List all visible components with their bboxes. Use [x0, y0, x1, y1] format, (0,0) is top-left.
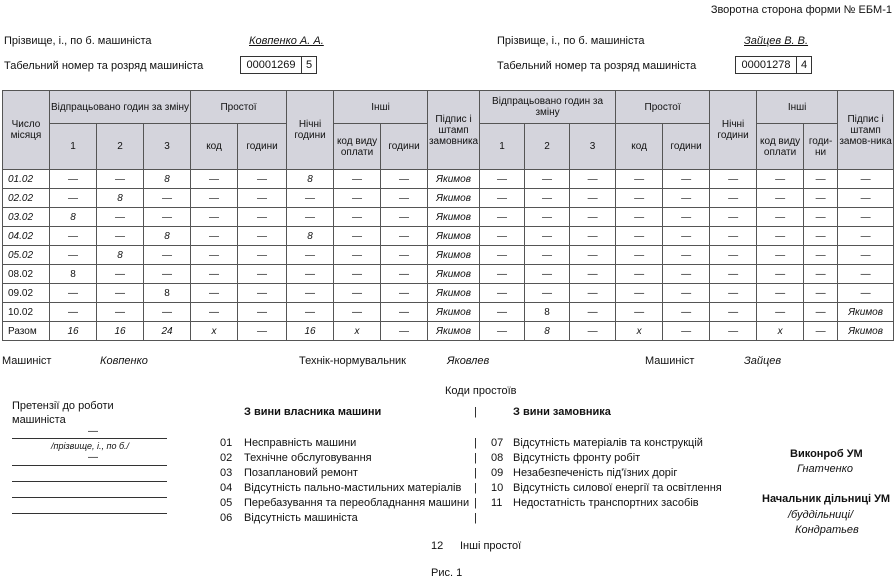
row-cell: — [710, 265, 757, 284]
row-cell: Якимов [428, 170, 480, 189]
row-cell: — [804, 189, 838, 208]
row-cell: — [381, 189, 428, 208]
row-date: 04.02 [3, 227, 50, 246]
row-cell: — [334, 227, 381, 246]
codes-title: Коди простоїв [445, 385, 517, 397]
row-cell: — [525, 170, 570, 189]
row-cell: — [616, 303, 663, 322]
figure-caption: Рис. 1 [431, 567, 463, 579]
customer-code-number: 11 [491, 497, 503, 509]
claims-line-4 [12, 497, 167, 498]
row-cell: — [710, 227, 757, 246]
row-cell: — [525, 208, 570, 227]
row-cell: х [191, 322, 238, 341]
row-cell: — [616, 227, 663, 246]
row-cell: — [50, 246, 97, 265]
customer-code-number: 08 [491, 452, 504, 464]
row-cell: — [238, 303, 287, 322]
owner-code-text: Позаплановий ремонт [244, 467, 358, 479]
row-cell: — [570, 170, 616, 189]
row-cell: — [838, 227, 894, 246]
row-cell: — [381, 246, 428, 265]
row-cell: — [710, 189, 757, 208]
row-cell: — [144, 208, 191, 227]
row-cell: — [804, 284, 838, 303]
header-other-hours: години [381, 124, 428, 170]
row-cell: Якимов [428, 189, 480, 208]
table-row [3, 170, 894, 189]
row-cell: — [757, 170, 804, 189]
header-shift-1-right: 1 [480, 124, 525, 170]
row-cell: — [238, 189, 287, 208]
row-cell: — [757, 189, 804, 208]
row-cell: — [838, 189, 894, 208]
chief-name: Кондратьев [795, 524, 859, 536]
row-cell: — [710, 208, 757, 227]
row-cell: — [287, 303, 334, 322]
claims-line-5 [12, 513, 167, 514]
row-cell: — [381, 284, 428, 303]
row-cell: — [570, 322, 616, 341]
row-cell: — [480, 189, 525, 208]
row-cell: — [334, 189, 381, 208]
row-date: Разом [3, 322, 50, 341]
left-grade: 5 [301, 56, 317, 74]
header-night: Нічні години [287, 91, 334, 170]
row-cell: — [757, 303, 804, 322]
row-cell: — [663, 189, 710, 208]
row-cell: — [480, 265, 525, 284]
row-cell: — [381, 227, 428, 246]
row-cell: — [191, 208, 238, 227]
claims-line-2 [12, 465, 167, 466]
row-cell: — [710, 284, 757, 303]
left-tab-number: 00001269 [240, 56, 302, 74]
chief-title: Начальник дільниці УМ [762, 493, 891, 505]
claims-dash-top: — [88, 426, 98, 437]
left-tab-label: Табельний номер та розряд машиніста [4, 60, 204, 72]
row-cell: — [570, 265, 616, 284]
header-worked: Відпрацьовано годин за зміну [50, 91, 191, 124]
chief-sub: /буддільниці/ [788, 509, 854, 521]
header-other-right: Інші [757, 91, 838, 124]
claims-line-1 [12, 438, 167, 439]
right-name-label: Прізвище, і., по б. машиніста [497, 35, 645, 47]
row-cell: — [97, 284, 144, 303]
header-pay-code-right: код виду оплати [757, 124, 804, 170]
row-cell: — [616, 246, 663, 265]
row-cell: Якимов [428, 265, 480, 284]
row-cell: — [710, 246, 757, 265]
header-shift-3: 3 [144, 124, 191, 170]
timesheet-body [3, 170, 894, 341]
row-cell: — [238, 227, 287, 246]
customer-code-text: Відсутність матеріалів та конструкцій [513, 437, 703, 449]
row-date: 02.02 [3, 189, 50, 208]
row-cell: — [480, 284, 525, 303]
row-cell: — [838, 170, 894, 189]
right-tab-number: 00001278 [735, 56, 797, 74]
header-other-hours-right: годи-ни [804, 124, 838, 170]
code-separator: | [474, 437, 477, 449]
row-cell: — [50, 170, 97, 189]
row-cell: — [804, 246, 838, 265]
row-cell: — [334, 246, 381, 265]
owner-code-number: 02 [220, 452, 233, 464]
row-cell: — [480, 322, 525, 341]
row-cell: — [838, 265, 894, 284]
row-cell: — [616, 208, 663, 227]
claims-line-3 [12, 481, 167, 482]
row-cell: — [287, 208, 334, 227]
header-signature: Підпис і штамп замовника [428, 91, 480, 170]
row-cell: — [144, 265, 191, 284]
row-cell: х [616, 322, 663, 341]
timesheet-table [2, 90, 894, 341]
row-cell: — [570, 227, 616, 246]
row-cell: — [50, 284, 97, 303]
header-signature-right: Підпис і штамп замов-ника [838, 91, 894, 170]
row-date: 03.02 [3, 208, 50, 227]
row-cell: — [287, 246, 334, 265]
row-cell: — [838, 208, 894, 227]
owner-code-number: 06 [220, 512, 233, 524]
row-cell: х [334, 322, 381, 341]
row-cell: — [50, 303, 97, 322]
row-cell: — [238, 246, 287, 265]
row-cell: — [50, 189, 97, 208]
machinist2-signature: Зайцев [744, 355, 782, 367]
header-idle: Простої [191, 91, 287, 124]
row-cell: — [381, 303, 428, 322]
code-separator: | [474, 497, 477, 509]
row-cell: — [663, 265, 710, 284]
row-cell: — [97, 227, 144, 246]
row-cell: — [480, 170, 525, 189]
row-cell: — [663, 284, 710, 303]
code-separator: | [474, 512, 477, 524]
row-cell: 16 [287, 322, 334, 341]
row-cell: — [381, 322, 428, 341]
header-shift-1: 1 [50, 124, 97, 170]
row-cell: — [238, 284, 287, 303]
header-shift-3-right: 3 [570, 124, 616, 170]
header-pay-code: код виду оплати [334, 124, 381, 170]
row-cell: 8 [50, 208, 97, 227]
row-cell: — [804, 208, 838, 227]
row-date: 01.02 [3, 170, 50, 189]
row-cell: — [480, 227, 525, 246]
row-cell: — [287, 265, 334, 284]
row-cell: — [663, 322, 710, 341]
header-day: Число місяця [3, 91, 50, 170]
row-cell: — [334, 170, 381, 189]
row-date: 09.02 [3, 284, 50, 303]
contractor-name: Гнатченко [797, 463, 854, 475]
row-cell: 8 [287, 170, 334, 189]
row-cell: х [757, 322, 804, 341]
row-cell: — [838, 284, 894, 303]
row-cell: — [757, 284, 804, 303]
table-row [3, 208, 894, 227]
row-date: 05.02 [3, 246, 50, 265]
row-cell: 8 [144, 227, 191, 246]
row-cell: 8 [97, 189, 144, 208]
owner-code-number: 04 [220, 482, 233, 494]
row-cell: — [616, 284, 663, 303]
other-code: 12 [431, 540, 444, 552]
row-cell: — [334, 265, 381, 284]
table-row [3, 303, 894, 322]
row-cell: — [191, 227, 238, 246]
row-cell: — [757, 208, 804, 227]
customer-code-number: 10 [491, 482, 504, 494]
customer-heading: З вини замовника [513, 406, 611, 418]
customer-code-text: Відсутність силової енергії та освітлення [513, 482, 722, 494]
left-name-label: Прізвище, і., по б. машиніста [4, 35, 152, 47]
row-cell: 8 [144, 170, 191, 189]
row-cell: 24 [144, 322, 191, 341]
row-cell: — [838, 246, 894, 265]
row-cell: Якимов [428, 227, 480, 246]
row-cell: — [238, 208, 287, 227]
row-cell: — [525, 246, 570, 265]
row-cell: — [238, 265, 287, 284]
customer-code-number: 09 [491, 467, 504, 479]
table-row [3, 246, 894, 265]
code-separator: | [474, 482, 477, 494]
table-row [3, 227, 894, 246]
form-title: Зворотна сторона форми № ЕБМ-1 [710, 4, 892, 16]
row-cell: — [287, 284, 334, 303]
row-cell: — [757, 265, 804, 284]
left-name-value: Ковпенко А. А. [249, 35, 324, 47]
right-tab-label: Табельний номер та розряд машиніста [497, 60, 697, 72]
owner-code-text: Відсутність пально-мастильних матеріалів [244, 482, 462, 494]
right-grade: 4 [796, 56, 812, 74]
row-cell: — [804, 227, 838, 246]
table-row [3, 265, 894, 284]
owner-code-text: Несправність машини [244, 437, 357, 449]
row-cell: — [191, 303, 238, 322]
row-cell: — [381, 170, 428, 189]
row-cell: — [804, 265, 838, 284]
row-cell: — [525, 227, 570, 246]
row-cell: Якимов [838, 322, 894, 341]
customer-code-text: Недостатність транспортних засобів [513, 497, 699, 509]
claims-dash-bottom: — [88, 452, 98, 463]
row-cell: Якимов [428, 208, 480, 227]
row-cell: — [757, 246, 804, 265]
row-cell: — [663, 246, 710, 265]
row-cell: — [97, 170, 144, 189]
row-cell: Якимов [428, 246, 480, 265]
row-cell: — [334, 284, 381, 303]
owner-heading: З вини власника машини [244, 406, 382, 418]
row-cell: — [710, 170, 757, 189]
row-cell: — [191, 189, 238, 208]
owner-code-text: Перебазування та переобладнання машини [244, 497, 470, 509]
owner-code-number: 05 [220, 497, 233, 509]
heading-separator: | [474, 406, 477, 418]
row-cell: 8 [144, 284, 191, 303]
row-cell: — [144, 189, 191, 208]
row-cell: — [480, 208, 525, 227]
technician-label: Технік-нормувальник [299, 355, 406, 367]
header-night-right: Нічні години [710, 91, 757, 170]
row-cell: — [238, 170, 287, 189]
owner-code-number: 01 [220, 437, 233, 449]
row-cell: — [663, 303, 710, 322]
row-cell: — [570, 246, 616, 265]
row-cell: — [334, 208, 381, 227]
technician-signature: Яковлев [447, 355, 490, 367]
row-cell: — [804, 303, 838, 322]
claims-hint: /прізвище, і., по б./ [51, 441, 130, 451]
row-cell: — [381, 265, 428, 284]
row-cell: — [238, 322, 287, 341]
row-cell: — [616, 265, 663, 284]
row-cell: Якимов [838, 303, 894, 322]
row-cell: — [710, 303, 757, 322]
customer-code-text: Незабезпеченість під'їзних доріг [513, 467, 678, 479]
row-cell: — [191, 170, 238, 189]
row-cell: 8 [525, 322, 570, 341]
row-cell: — [570, 189, 616, 208]
table-row [3, 189, 894, 208]
row-cell: 16 [50, 322, 97, 341]
machinist-label: Машиніст [2, 355, 52, 367]
machinist-signature: Ковпенко [100, 355, 148, 367]
owner-code-text: Відсутність машиніста [244, 512, 358, 524]
row-cell: 16 [97, 322, 144, 341]
machinist2-label: Машиніст [645, 355, 695, 367]
header-idle-hours: години [238, 124, 287, 170]
row-cell: — [710, 322, 757, 341]
row-cell: — [525, 284, 570, 303]
header-idle-code-right: код [616, 124, 663, 170]
row-cell: — [804, 322, 838, 341]
row-cell: — [97, 303, 144, 322]
row-cell: — [50, 227, 97, 246]
row-cell: — [663, 170, 710, 189]
table-row [3, 284, 894, 303]
row-cell: — [663, 208, 710, 227]
header-shift-2: 2 [97, 124, 144, 170]
row-cell: — [616, 170, 663, 189]
row-cell: — [570, 303, 616, 322]
row-cell: 8 [97, 246, 144, 265]
customer-code-number: 07 [491, 437, 504, 449]
row-cell: — [191, 265, 238, 284]
row-cell: Якимов [428, 303, 480, 322]
row-cell: — [616, 189, 663, 208]
row-cell: — [191, 246, 238, 265]
code-separator: | [474, 467, 477, 479]
contractor-title: Виконроб УМ [790, 448, 863, 460]
other-code-text: Інші простої [460, 540, 522, 552]
table-row [3, 322, 894, 341]
header-idle-hours-right: години [663, 124, 710, 170]
owner-code-text: Технічне обслуговування [244, 452, 372, 464]
claims-title: Претензії до роботи машиніста [12, 400, 114, 426]
row-cell: — [480, 303, 525, 322]
row-date: 10.02 [3, 303, 50, 322]
row-cell: — [570, 208, 616, 227]
row-cell: — [480, 246, 525, 265]
row-cell: — [525, 189, 570, 208]
row-cell: — [804, 170, 838, 189]
header-other: Інші [334, 91, 428, 124]
row-cell: 8 [50, 265, 97, 284]
row-cell: — [525, 265, 570, 284]
customer-code-text: Відсутність фронту робіт [513, 452, 641, 464]
row-cell: 8 [525, 303, 570, 322]
row-cell: — [144, 303, 191, 322]
row-cell: — [570, 284, 616, 303]
row-cell: — [381, 208, 428, 227]
header-shift-2-right: 2 [525, 124, 570, 170]
owner-code-number: 03 [220, 467, 233, 479]
row-cell: — [97, 265, 144, 284]
row-cell: — [663, 227, 710, 246]
right-name-value: Зайцев В. В. [744, 35, 809, 47]
row-cell: — [757, 227, 804, 246]
row-cell: — [287, 189, 334, 208]
header-idle-right: Простої [616, 91, 710, 124]
header-worked-right: Відпрацьовано годин за зміну [480, 91, 616, 124]
row-cell: Якимов [428, 284, 480, 303]
row-cell: — [97, 208, 144, 227]
row-cell: Якимов [428, 322, 480, 341]
row-cell: — [144, 246, 191, 265]
row-cell: — [191, 284, 238, 303]
header-idle-code: код [191, 124, 238, 170]
row-cell: — [334, 303, 381, 322]
code-separator: | [474, 452, 477, 464]
row-date: 08.02 [3, 265, 50, 284]
row-cell: 8 [287, 227, 334, 246]
